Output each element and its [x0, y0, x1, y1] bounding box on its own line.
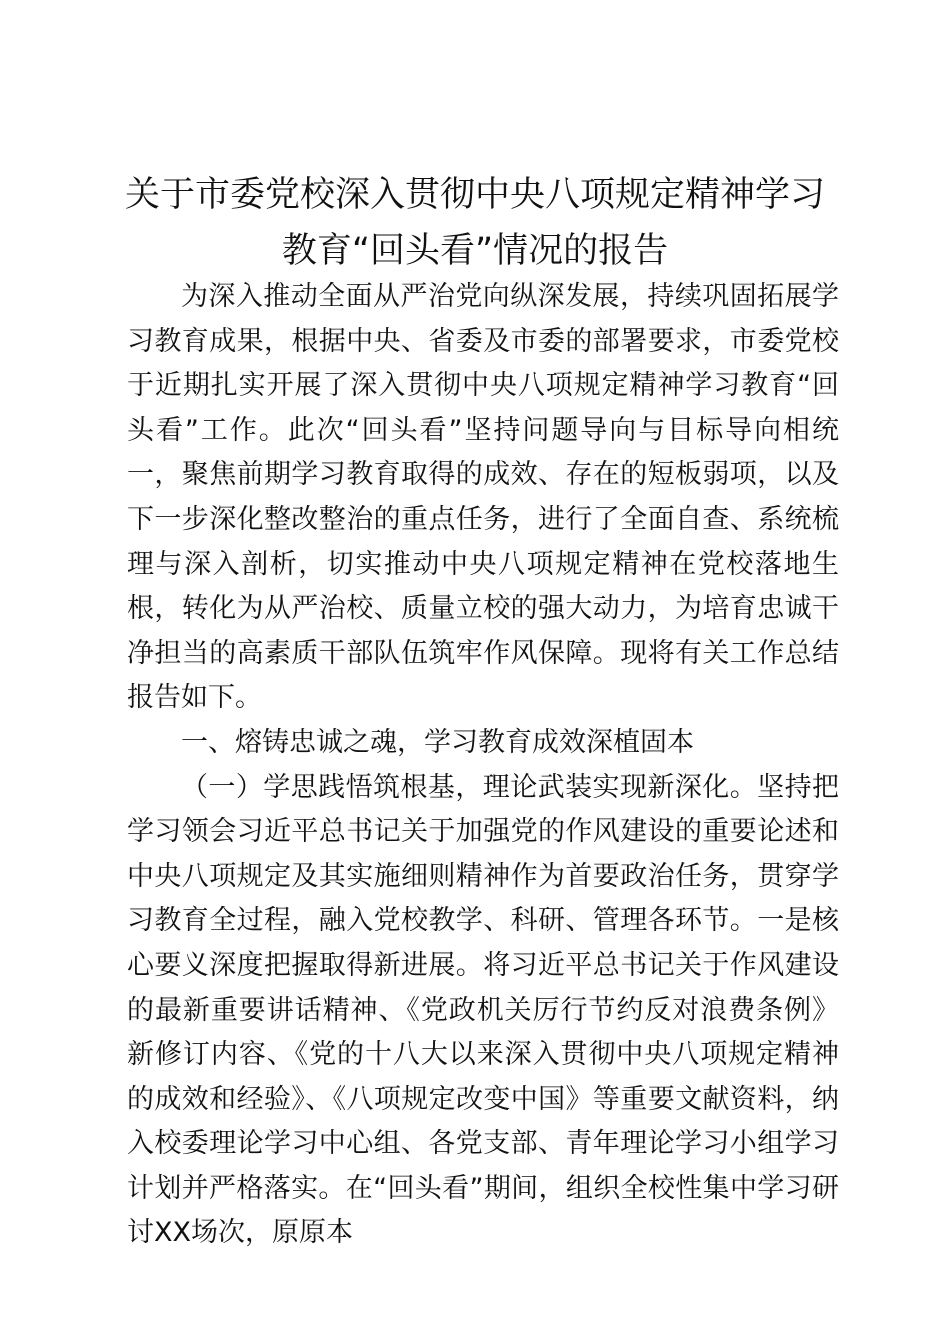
intro-paragraph: 为深入推动全面从严治党向纵深发展，持续巩固拓展学习教育成果，根据中央、省委及市委的部署要求，市委党校于近期扎实开展了深入贯彻中央八项规定精神学习教育“回头看”工作。此次“回头看”坚持问题导向与目标导向相统一，聚焦前期学习教育取得的成效、存在的短板弱项，以及下一步深化整改整治的重点任务，进行了全面自查、系统梳理与深入剖析，切实推动中央八项规定精神在党校落地生根，转化为从严治校、质量立校的强大动力，为培育忠诚干净担当的高素质干部队伍筑牢作风保障。现将有关工作总结报告如下。: [127, 281, 839, 714]
document-body: [127, 275, 839, 1256]
document-title-line-1: 关于市委党校深入贯彻中央八项规定精神学习: [124, 175, 825, 215]
section-heading-1: 一、熔铸忠诚之魂，学习教育成效深植固本: [181, 726, 694, 758]
document-title-line-2: 教育“回头看”情况的报告: [281, 231, 669, 271]
subsection-paragraph-1: （一）学思践悟筑根基，理论武装实现新深化。坚持把学习领会习近平总书记关于加强党的作风建设的重要论述和中央八项规定及其实施细则精神作为首要政治任务，贯穿学习教育全过程，融入党校教学、科研、管理各环节。一是核心要义深度把握取得新进展。将习近平总书记关于作风建设的最新重要讲话精神、《党政机关厉行节约反对浪费条例》新修订内容、《党的十八大以来深入贯彻中央八项规定精神的成效和经验》、《八项规定改变中国》等重要文献资料，纳入校委理论学习中心组、各党支部、青年理论学习小组学习计划并严格落实。在“回头看”期间，组织全校性集中学习研讨XX场次，原原本: [127, 771, 839, 1249]
